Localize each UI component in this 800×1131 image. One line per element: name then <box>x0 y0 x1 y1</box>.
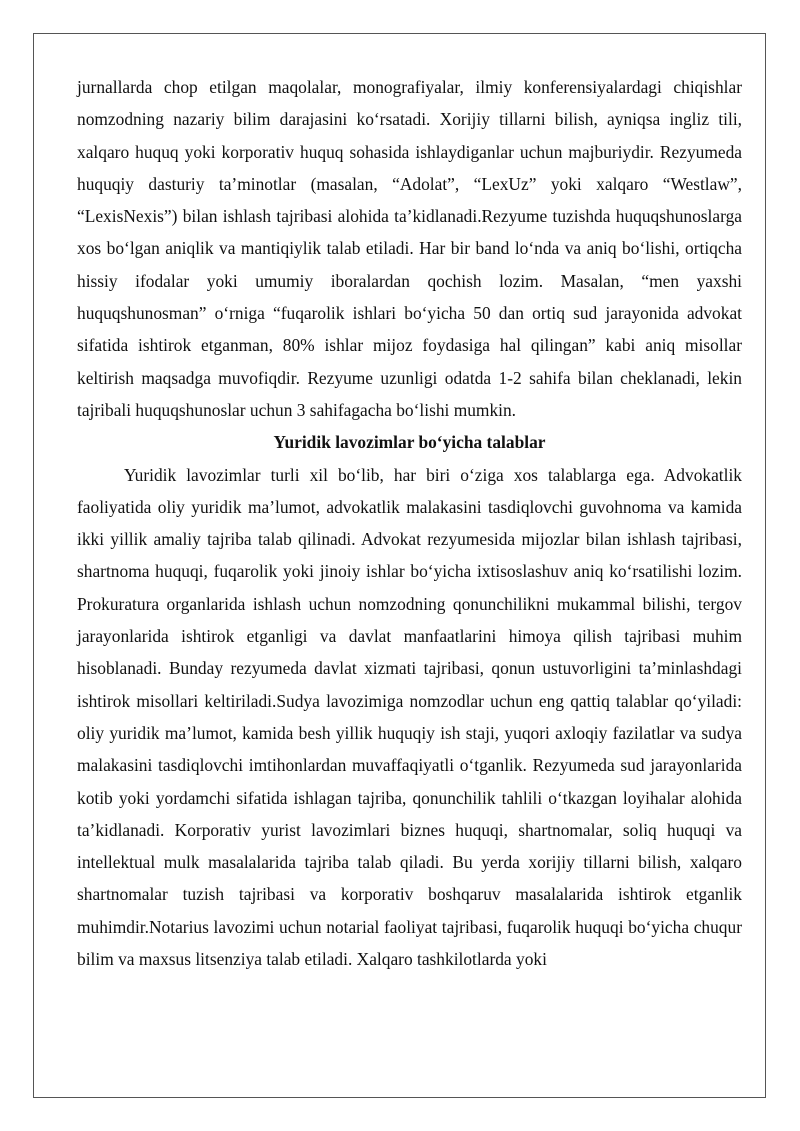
paragraph-continuation: jurnallarda chop etilgan maqolalar, monografiyalar, ilmiy konferensiyalardagi chiqishlar nomzodning nazariy bilim darajasini ko‘rsatadi. Xorijiy tillarni bilish, ayniqsa ingliz tili, xalqaro huquq yoki korporativ huquq sohasida ishlaydiganlar uchun majburiydir. Rezyumeda huquqiy dasturiy ta’minotlar (masalan, “Adolat”, “LexUz” yoki xalqaro “Westlaw”, “LexisNexis”) bilan ishlash tajribasi alohida ta’kidlanadi.Rezyume tuzishda huquqshunoslarga xos bo‘lgan aniqlik va mantiqiylik talab etiladi. Har bir band lo‘nda va aniq bo‘lishi, ortiqcha hissiy ifodalar yoki umumiy iboralardan qochish lozim. Masalan, “men yaxshi huquqshunosman” o‘rniga “fuqarolik ishlari bo‘yicha 50 dan ortiq sud jarayonida advokat sifatida ishtirok etganman, 80% ishlar mijoz foydasiga hal qilingan” kabi aniq misollar keltirish maqsadga muvofiqdir. Rezyume uzunligi odatda 1-2 sahifa bilan cheklanadi, lekin tajribali huquqshunoslar uchun 3 sahifagacha bo‘lishi mumkin. <box>77 77 742 420</box>
section-heading: Yuridik lavozimlar bo‘yicha talablar <box>273 432 546 453</box>
paragraph-requirements: Yuridik lavozimlar turli xil bo‘lib, har biri o‘ziga xos talablarga ega. Advokatlik faoliyatida oliy yuridik ma’lumot, advokatlik malakasini tasdiqlovchi guvohnoma va kamida ikki yillik amaliy tajriba talab qilinadi. Advokat rezyumesida mijozlar bilan ishlash tajribasi, shartnoma huquqi, fuqarolik yoki jinoiy ishlar bo‘yicha ixtisoslashuv aniq ko‘rsatilishi lozim. Prokuratura organlarida ishlash uchun nomzodning qonunchilikni mukammal bilishi, tergov jarayonlarida ishtirok etganligi va davlat manfaatlarini himoya qilish tajribasi muhim hisoblanadi. Bunday rezyumeda davlat xizmati tajribasi, qonun ustuvorligini ta’minlashdagi ishtirok misollari keltiriladi.Sudya lavozimiga nomzodlar uchun eng qattiq talablar qo‘yiladi: oliy yuridik ma’lumot, kamida besh yillik huquqiy ish staji, yuqori axloqiy fazilatlar va sudya malakasini tasdiqlovchi imtihonlardan muvaffaqiyatli o‘tganlik. Rezyumeda sud jarayonlarida kotib yoki yordamchi sifatida ishlagan tajriba, qonunchilik tahlili o‘tkazgan loyihalar alohida ta’kidlanadi. Korporativ yurist lavozimlari biznes huquqi, shartnomalar, soliq huquqi va intellektual mulk masalalarida tajriba talab qiladi. Bu yerda xorijiy tillarni bilish, xalqaro shartnomalar tuzish tajribasi va korporativ boshqaruv masalalarida ishtirok etganlik muhimdir.Notarius lavozimi uchun notarial faoliyat tajribasi, fuqarolik huquqi bo‘yicha chuqur bilim va maxsus litsenziya talab etiladi. Xalqaro tashkilotlarda yoki <box>77 464 742 970</box>
document-body <box>77 71 742 975</box>
